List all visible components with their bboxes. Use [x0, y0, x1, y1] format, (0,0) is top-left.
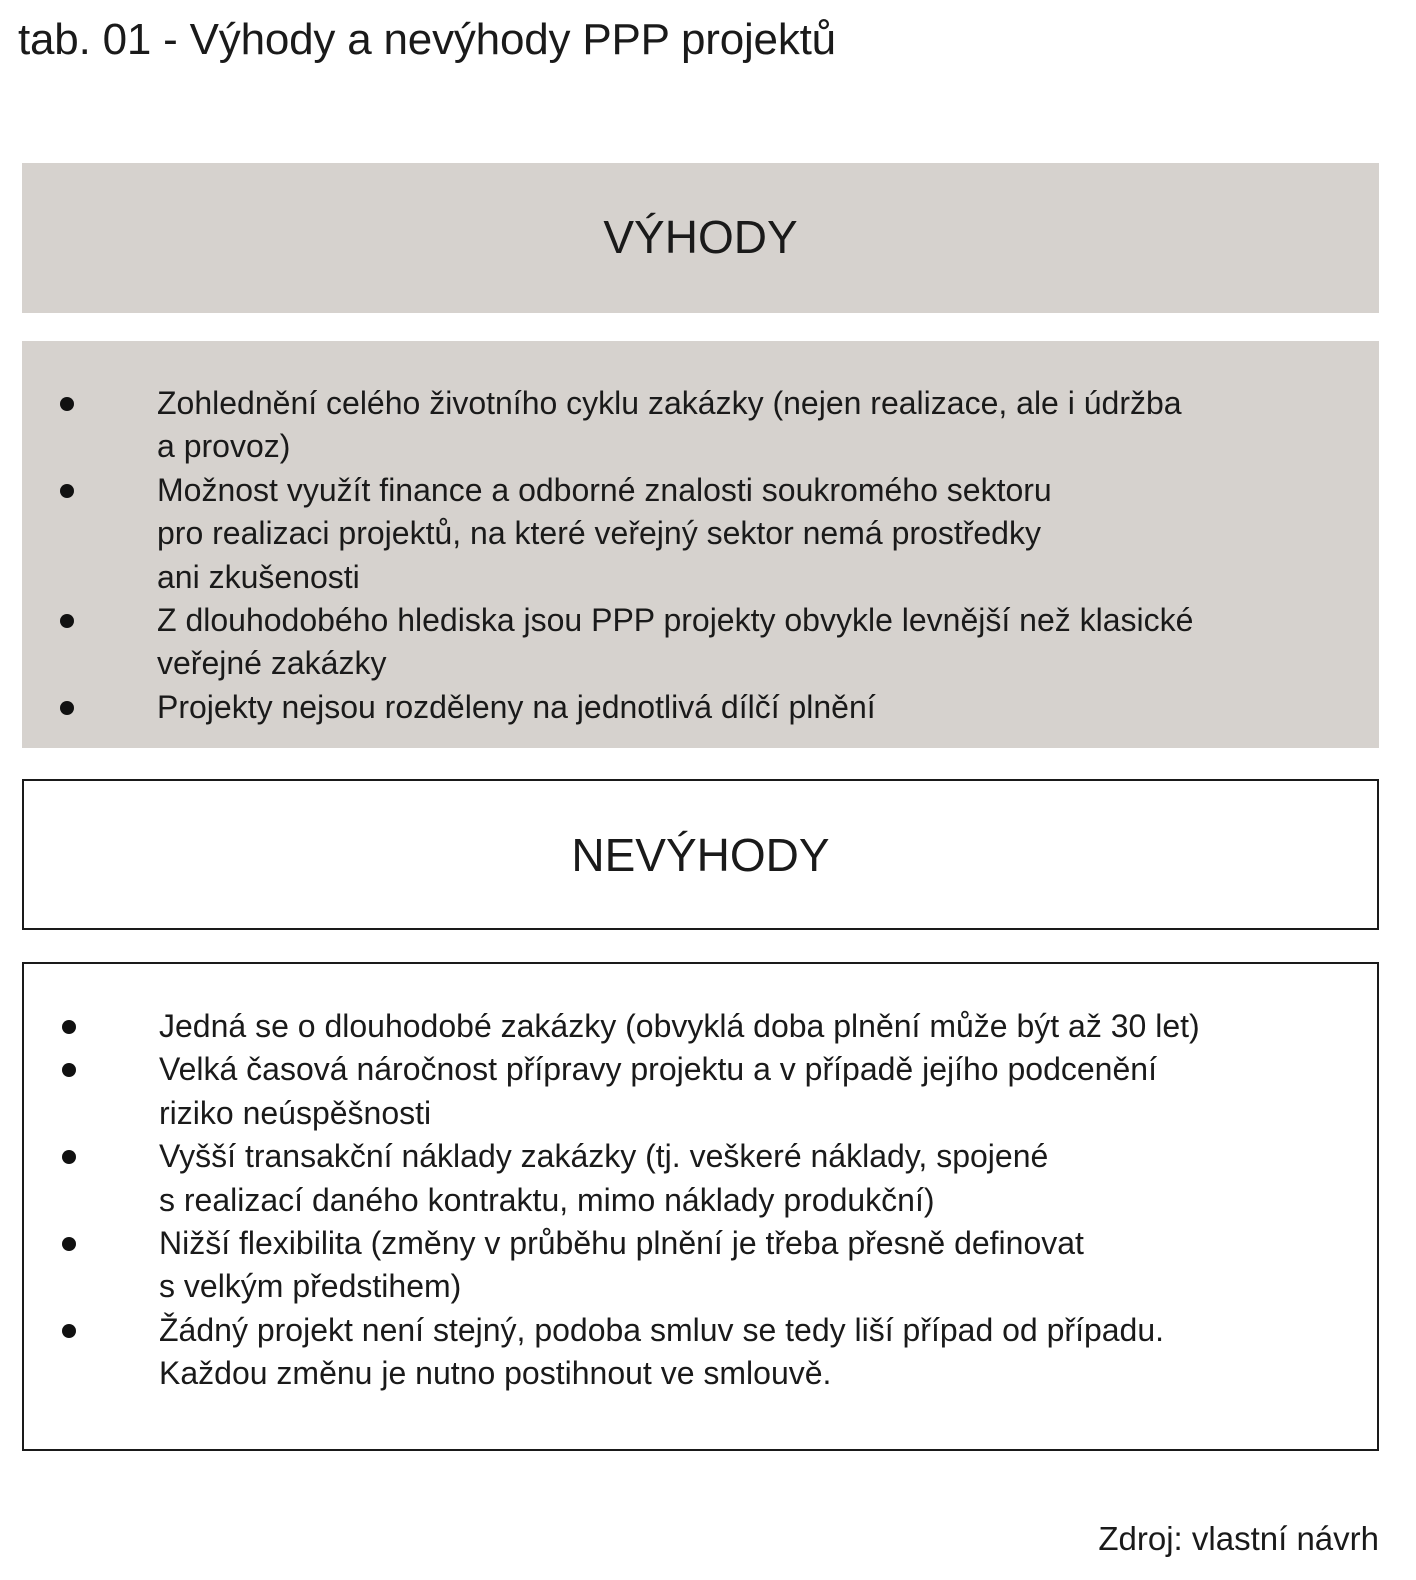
list-item [24, 1309, 1377, 1396]
list-item [22, 686, 1379, 729]
bullet-icon [62, 1324, 76, 1338]
list-item [22, 382, 1379, 469]
list-item-text: Každou změnu je nutno postihnout ve smlouvě. [159, 1355, 832, 1392]
disadvantages-header [22, 779, 1379, 930]
bullet-icon [62, 1063, 76, 1077]
list-item-text: Zohlednění celého životního cyklu zakázky (nejen realizace, ale i údržba [157, 385, 1182, 421]
list-item-text: Vyšší transakční náklady zakázky (tj. veškeré náklady, spojené [159, 1138, 1049, 1175]
advantages-list [22, 382, 1379, 729]
disadvantages-panel [22, 962, 1379, 1451]
list-item [24, 1005, 1377, 1048]
list-item-text: Žádný projekt není stejný, podoba smluv se tedy liší případ od případu. [159, 1311, 1165, 1348]
list-item-text: ani zkušenosti [157, 558, 360, 595]
bullet-icon [62, 1237, 76, 1251]
disadvantages-list [24, 1005, 1377, 1396]
list-item-text: Nižší flexibilita (změny v průběhu plnění je třeba přesně definovat [159, 1225, 1084, 1262]
list-item-text: Z dlouhodobého hlediska jsou PPP projekty obvykle levnější než klasické [157, 602, 1194, 639]
list-item [24, 1222, 1377, 1309]
source-note: Zdroj: vlastní návrh [1098, 1520, 1379, 1557]
bullet-icon [60, 614, 74, 628]
bullet-icon [60, 397, 74, 411]
list-item [22, 469, 1379, 599]
list-item-text: veřejné zakázky [157, 645, 387, 682]
list-item-text: riziko neúspěšnosti [159, 1094, 432, 1131]
list-item [24, 1135, 1377, 1222]
list-item-text: pro realizaci projektů, na které veřejný sektor nemá prostředky [157, 515, 1041, 552]
list-item-text: s realizací daného kontraktu, mimo náklady produkční) [159, 1181, 935, 1218]
bullet-icon [60, 484, 74, 498]
advantages-header [22, 163, 1379, 313]
list-item-text: a provoz) [157, 428, 291, 465]
bullet-icon [62, 1020, 76, 1034]
bullet-icon [62, 1150, 76, 1164]
list-item-text: Možnost využít finance a odborné znalosti soukromého sektoru [157, 471, 1052, 508]
list-item-text: s velkým předstihem) [159, 1268, 462, 1305]
advantages-heading: VÝHODY [603, 211, 798, 263]
list-item-text: Projekty nejsou rozděleny na jednotlivá dílčí plnění [157, 688, 876, 725]
list-item [22, 599, 1379, 686]
bullet-icon [60, 701, 74, 715]
list-item-text: Jedná se o dlouhodobé zakázky (obvyklá doba plnění může být až 30 let) [159, 1008, 1200, 1044]
list-item [24, 1048, 1377, 1135]
disadvantages-heading: NEVÝHODY [571, 829, 830, 881]
list-item-text: Velká časová náročnost přípravy projektu a v případě jejího podcenění [159, 1051, 1157, 1088]
advantages-panel [22, 341, 1379, 748]
table-title: tab. 01 - Výhody a nevýhody PPP projektů [18, 15, 836, 64]
